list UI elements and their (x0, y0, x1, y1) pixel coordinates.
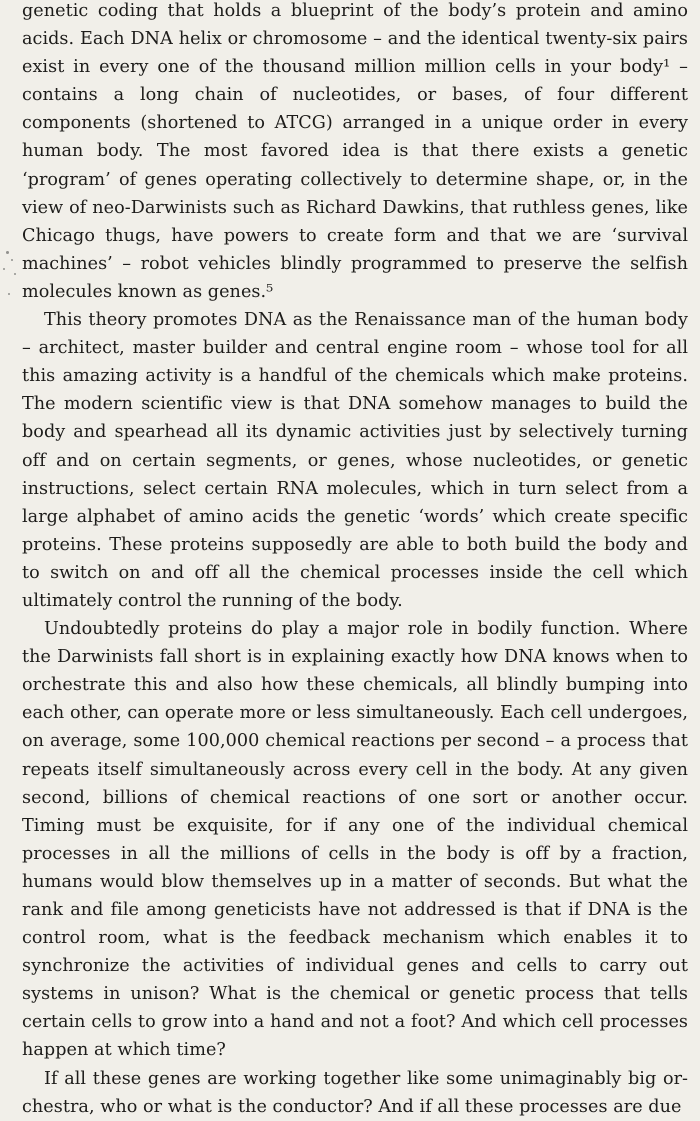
paragraph-1: genetic coding that holds a blueprint of the body’s protein and amino acids. Each DNA helix or chromosome – and the identical twenty-six pairs exist in every one of the thousand million million cells in your body¹ – contains a long chain of nucleotides, or bases, of four different components (shortened to ATCG) arranged in a unique order in every human body. The most favored idea is that there exists a genetic ‘program’ of genes operating collectively to determine shape, or, in the view of neo-Darwinists such as Richard Dawkins, that ruthless genes, like Chicago thugs, have powers to create form and that we are ‘survival machines’ – robot vehicles blindly programmed to preserve the selfish molecules known as genes.⁵ (22, 1, 688, 302)
paragraph-4: If all these genes are working together like some unimaginably big orchestra, who or what is the conductor? And if all these processes are due (22, 1068, 688, 1117)
scan-speck (3, 268, 5, 270)
scan-speck (11, 259, 13, 261)
scan-speck (14, 273, 16, 275)
paragraph-3: Undoubtedly proteins do play a major role in bodily function. Where the Darwinists fall short is in explaining exactly how DNA knows when to orchestrate this and also how these chemicals, all blindly bumping into each other, can operate more or less simultaneously. Each cell undergoes, on average, some 100,000 chemical reactions per second – a process that repeats itself simultaneously across every cell in the body. At any given second, billions of chemical reactions of one sort or another occur. Timing must be exquisite, for if any one of the individual chemical processes in all the millions of cells in the body is off by a fraction, humans would blow themselves up in a matter of seconds. But what the rank and file among geneticists have not addressed is that if DNA is the control room, what is the feedback mechanism which enables it to synchronize the activities of individual genes and cells to carry out systems in unison? What is the chemical or genetic process that tells certain cells to grow into a hand and not a foot? And which cell processes happen at which time? (22, 619, 688, 1061)
scan-speck (6, 251, 9, 254)
paragraph-2: This theory promotes DNA as the Renaissance man of the human body – architect, master builder and central engine room – whose tool for all this amazing activity is a handful of the chemicals which make proteins. The modern scientific view is that DNA somehow manages to build the body and spearhead all its dynamic activities just by selectively turning off and on certain segments, or genes, whose nucleotides, or genetic instructions, select certain RNA molecules, which in turn select from a large alphabet of amino acids the genetic ‘words’ which create specific proteins. These proteins supposedly are able to both build the body and to switch on and off all the chemical processes inside the cell which ultimately control the running of the body. (22, 310, 688, 611)
text-column (22, 0, 688, 1121)
scan-speck (8, 293, 10, 295)
